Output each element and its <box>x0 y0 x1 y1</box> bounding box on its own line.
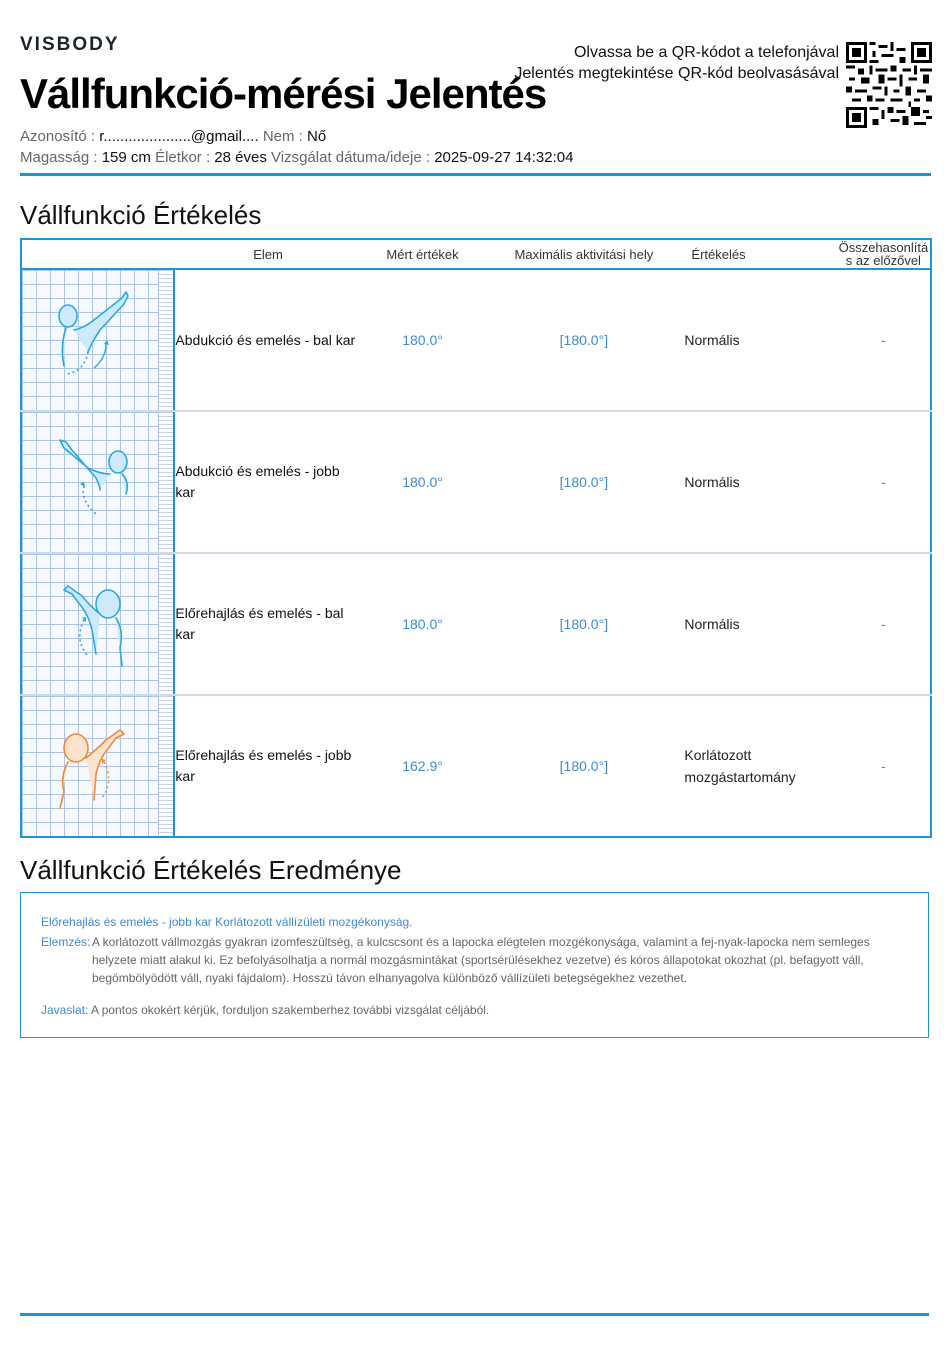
header-item: Elem <box>174 239 361 269</box>
id-label: Azonosító : <box>20 128 96 145</box>
header-image-col <box>21 239 174 269</box>
table-row <box>21 269 931 411</box>
table-header-row <box>21 239 931 269</box>
table-row <box>21 553 931 695</box>
row-measured: 180.0° <box>362 411 484 553</box>
abduction-right-icon <box>44 428 144 533</box>
gender-label: Nem : <box>262 128 303 145</box>
abduction-left-icon <box>44 286 144 391</box>
brand-logo: VISBODY <box>20 34 120 55</box>
header-evaluation: Értékelés <box>684 239 836 269</box>
qr-instructions <box>514 42 839 84</box>
date-label: Vizsgálat dátuma/ideje : <box>271 149 431 166</box>
table-row <box>21 695 931 837</box>
row-measured: 180.0° <box>362 553 484 695</box>
height-value: 159 cm <box>101 149 151 166</box>
row-measured: 162.9° <box>402 758 443 774</box>
row-evaluation: Korlátozott mozgástartomány <box>684 747 796 785</box>
assessment-table <box>20 238 932 838</box>
row-item: Abdukció és emelés - bal kar <box>174 269 361 411</box>
result-finding: Előrehajlás és emelés - jobb kar Korlátozott vállízületi mozgékonyság. <box>41 915 413 929</box>
assessment-section-title: Vállfunkció Értékelés <box>20 200 262 230</box>
result-suggestion <box>41 1001 489 1019</box>
footer-divider <box>20 1313 929 1316</box>
row-measured: 180.0° <box>362 269 484 411</box>
analysis-text: A korlátozott vállmozgás gyakran izomfeszültség, a kulcscsont és a lapocka elégtelen mozgékonysága, valamint a fej-nyak-lapocka nem semleges helyzete miatt alakul ki. Ez befolyásolhatja a normál mozgásmintákat (sportsérülésekhez vezetve) és kóros állapotokat okozhat (pl. befagyott váll, begömbölyödött váll, nyaki fájdalom). Hosszú távon elhanyagolva különböző vállízületi betegségekhez vezethet. <box>92 935 870 985</box>
figure-cell <box>21 553 174 695</box>
figure-cell <box>21 695 174 837</box>
result-box <box>20 892 929 1038</box>
row-compare: - <box>837 269 931 411</box>
result-section-title: Vállfunkció Értékelés Eredménye <box>20 855 402 885</box>
row-item: Abdukció és emelés - jobb kar <box>174 411 361 553</box>
row-max: [180.0°] <box>559 758 609 774</box>
row-compare: - <box>837 553 931 695</box>
row-evaluation: Normális <box>684 269 836 411</box>
suggestion-text: A pontos okokért kérjük, forduljon szakemberhez további vizsgálat céljából. <box>91 1003 490 1017</box>
row-compare: - <box>881 758 886 774</box>
row-max: [180.0°] <box>483 269 684 411</box>
row-item: Előrehajlás és emelés - jobb kar <box>175 747 352 784</box>
figure-cell <box>21 411 174 553</box>
suggestion-label: Javaslat: <box>41 1003 89 1017</box>
header-measured: Mért értékek <box>362 239 484 269</box>
id-value: r.....................@gmail.... <box>99 128 259 145</box>
gender-value: Nő <box>307 128 327 145</box>
header-compare: Összehasonlítás az előzővel <box>837 239 931 269</box>
age-value: 28 éves <box>214 149 267 166</box>
row-compare: - <box>837 411 931 553</box>
age-label: Életkor : <box>155 149 211 166</box>
row-evaluation: Normális <box>684 553 836 695</box>
height-label: Magasság : <box>20 149 98 166</box>
header-divider <box>20 173 931 176</box>
row-max: [180.0°] <box>483 553 684 695</box>
patient-info-row-2 <box>20 149 573 166</box>
row-evaluation: Normális <box>684 411 836 553</box>
page-title: Vállfunkció-mérési Jelentés <box>20 70 547 117</box>
table-row <box>21 411 931 553</box>
header-max: Maximális aktivitási hely <box>483 239 684 269</box>
figure-cell <box>21 269 174 411</box>
analysis-label: Elemzés: <box>41 935 91 949</box>
row-max: [180.0°] <box>483 411 684 553</box>
qr-line-2: Jelentés megtekintése QR-kód beolvasásával <box>514 65 839 82</box>
result-analysis <box>41 933 916 987</box>
row-item: Előrehajlás és emelés - bal kar <box>174 553 361 695</box>
flexion-left-icon <box>44 570 144 675</box>
patient-info-row-1 <box>20 128 326 145</box>
date-value: 2025-09-27 14:32:04 <box>434 149 574 166</box>
qr-code-icon[interactable] <box>846 42 932 128</box>
flexion-right-icon <box>44 712 144 817</box>
qr-line-1: Olvassa be a QR-kódot a telefonjával <box>573 44 839 61</box>
